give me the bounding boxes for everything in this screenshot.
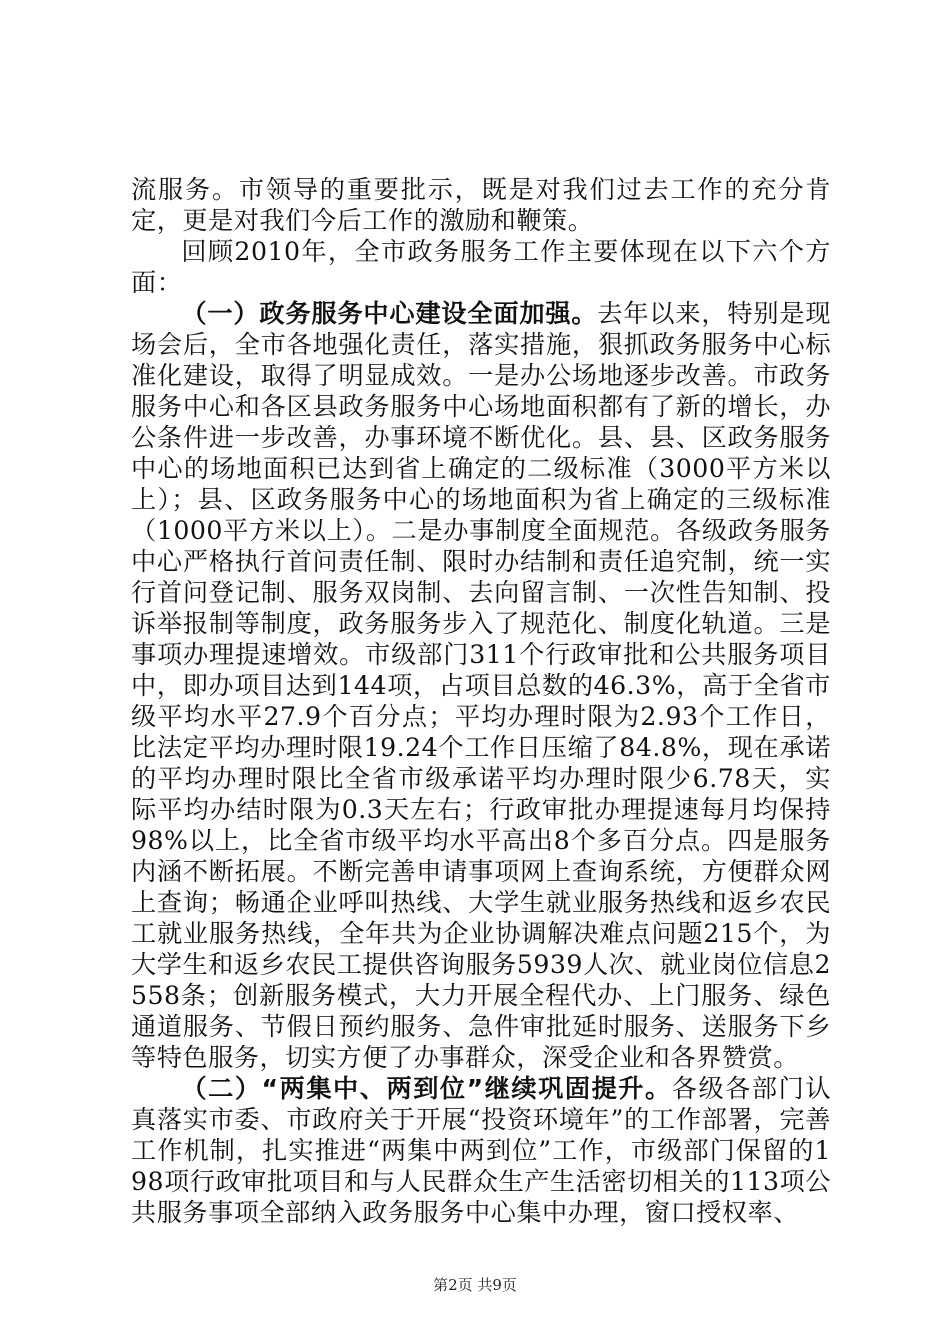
paragraph-review-intro: [131, 236, 831, 298]
page-number-label: 第2页 共9页: [433, 1276, 517, 1294]
section-heading: （二）“两集中、两到位”继续巩固提升。: [181, 1074, 672, 1103]
document-body: [131, 174, 831, 1228]
paragraph-continuation: [131, 174, 831, 236]
paragraph-text: 各级各部门认真落实市委、市政府关于开展“投资环境年”的工作部署，完善工作机制，扎实推进“两集中两到位”工作，市级部门保留的198项行政审批项目和与人民群众生产生活密切相关的113项公共服务事项全部纳入政务服务中心集中办理，窗口授权率、: [131, 1074, 832, 1227]
page-footer: [0, 1274, 950, 1295]
paragraph-section-one: [131, 298, 831, 1073]
section-heading: （一）政务服务中心建设全面加强。: [181, 299, 598, 328]
paragraph-text: 流服务。市领导的重要批示，既是对我们过去工作的充分肯定，更是对我们今后工作的激励和鞭策。: [131, 175, 831, 235]
paragraph-text: 去年以来，特别是现场会后，全市各地强化责任，落实措施，狠抓政务服务中心标准化建设，取得了明显成效。一是办公场地逐步改善。市政务服务中心和各区县政务服务中心场地面积都有了新的增长，办公条件进一步改善，办事环境不断优化。县、县、区政务服务中心的场地面积已达到省上确定的二级标准（3000平方米以上）；县、区政务服务中心的场地面积为省上确定的三级标准（1000平方米以上）。二是办事制度全面规范。各级政务服务中心严格执行首问责任制、限时办结制和责任追究制，统一实行首问登记制、服务双岗制、去向留言制、一次性告知制、投诉举报制等制度，政务服务步入了规范化、制度化轨道。三是事项办理提速增效。市级部门311个行政审批和公共服务项目中，即办项目达到144项，占项目总数的46.3%，高于全省市级平均水平27.9个百分点；平均办理时限为2.93个工作日，比法定平均办理时限19.24个工作日压缩了84.8%，现在承诺的平均办理时限比全省市级承诺平均办理时限少6.78天，实际平均办结时限为0.3天左右；行政审批办理提速每月均保持98%以上，比全省市级平均水平高出8个多百分点。四是服务内涵不断拓展。不断完善申请事项网上查询系统，方便群众网上查询；畅通企业呼叫热线、大学生就业服务热线和返乡农民工就业服务热线，全年共为企业协调解决难点问题215个，为大学生和返乡农民工提供咨询服务5939人次、就业岗位信息2558条；创新服务模式，大力开展全程代办、上门服务、绿色通道服务、节假日预约服务、急件审批延时服务、送服务下乡等特色服务，切实方便了办事群众，深受企业和各界赞赏。: [131, 299, 832, 1072]
paragraph-text: 回顾2010年，全市政务服务工作主要体现在以下六个方面：: [131, 237, 831, 297]
paragraph-section-two: [131, 1073, 831, 1228]
